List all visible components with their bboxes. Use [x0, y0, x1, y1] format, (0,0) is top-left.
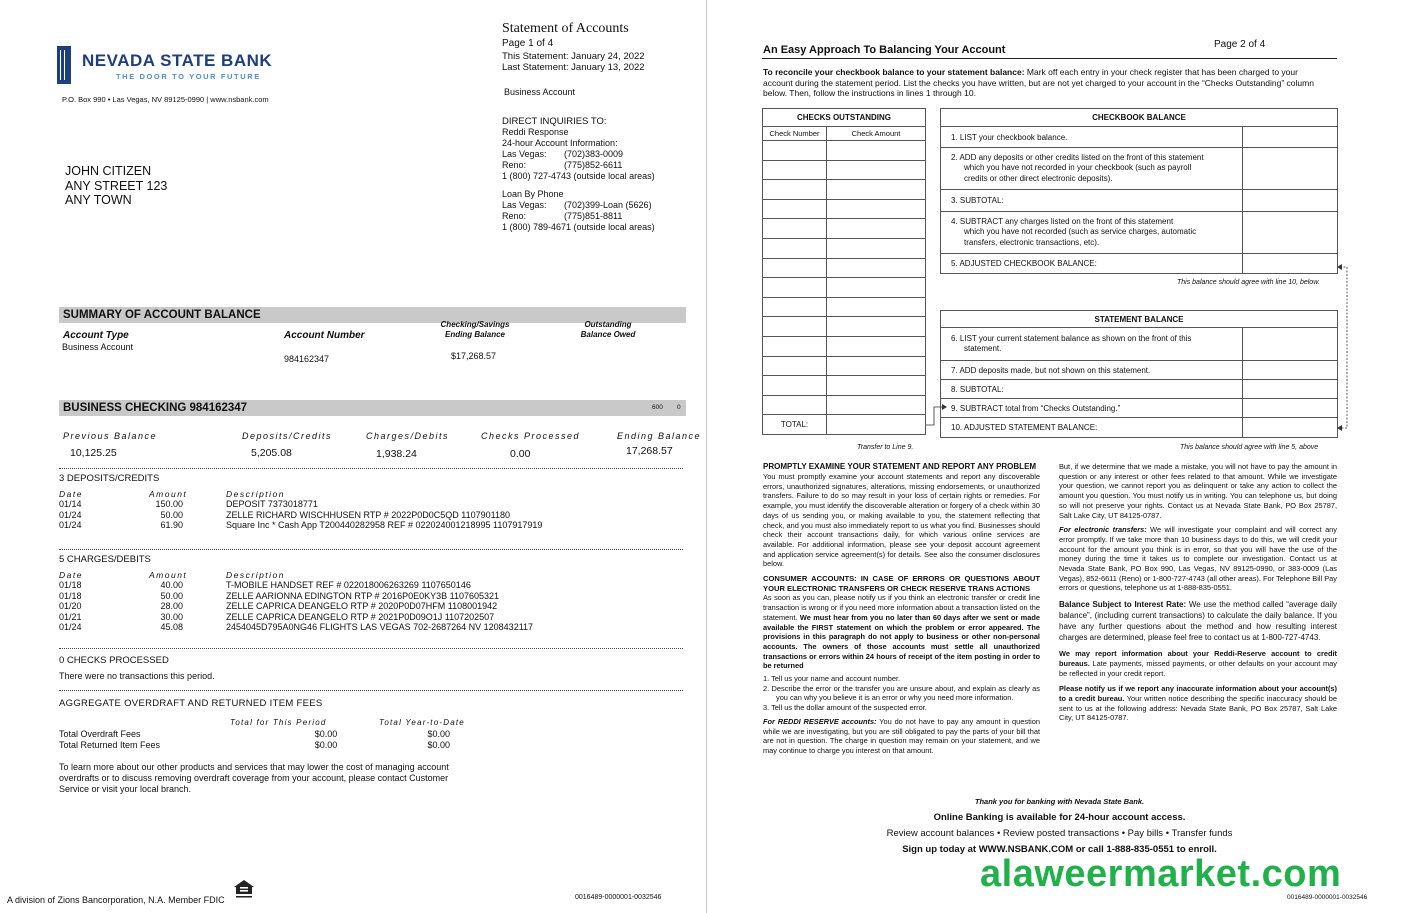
legal-right-column: But, if we determine that we made a mistake, you will not have to pay the amount in question or any interest or other fees related to that amount. While we investigate your question, we cannot report you as delinquent or take any action to collect the amount you question. You must notify us in writing. You can telephone us, but doing so will not preserve your rights. Contact us at Nevada State Bank, PO Box 25787, Salt Lake City, UT 84125-0787. For electronic transfers: We will investigate your complaint and will correct any error promptly. If we take more than 10 business days to do this, we will credit your account for the amount you think is in error, so that you will have the use of the money during the time it takes us to complete our investigation. Contact us at Nevada State Bank, PO Box 990, Las Vegas, NV 89125-0990, or 383-0009 (Las Vegas), 852-6611 (Reno) or 1-800-727-4743 (all other areas). For Telephone Bill Pay errors or questions, telephone us at 1-888-835-0551. Balance Subject to Interest Rate: We use the method called “average daily balance”, (including current transactions) to calculate the daily balance. If you have any further questions about the method and how resulting interest charges are determined, please feel free to contact us at 1-800-727-4743. We may report information about your Reddi-Reserve account to credit bureaus. Late payments, missed payments, or other defaults on your account may be reflected in your credit report. Please notify us if we report any inaccurate information about your account(s) to a credit bureau. Your written notice describing the specific inaccuracy should be sent to us at the following address: Nevada State Bank, PO Box 25787, Salt Lake City, UT 84125-0787. [1059, 462, 1338, 723]
divider [59, 549, 683, 550]
hdr-checks: Checks Processed [481, 431, 581, 441]
hdr-ending: Ending Balance [617, 431, 702, 441]
checks-outstanding-heading: CHECKS OUTSTANDING [763, 109, 926, 127]
direct-inquiries: DIRECT INQUIRIES TO: Reddi Response 24-hour Account Information: Las Vegas: (702)383-0009 Reno: (775)852-6611 1 (800) 727-4743 (outside local areas) Loan By Phone Las Vegas: (702)399-Loan (5626) Reno: (775)851-8811 1 (800) 789-4671 (outside local areas) [502, 116, 655, 232]
checkbook-amount-3[interactable] [1243, 190, 1338, 212]
charges-h-amount: Amount [149, 570, 188, 580]
divider [59, 690, 683, 691]
check-amount-cell[interactable] [827, 278, 926, 298]
check-amount-cell[interactable] [827, 297, 926, 317]
checkbook-note: This balance should agree with line 10, below. [1177, 279, 1320, 286]
check-amount-cell[interactable] [827, 199, 926, 219]
overdraft-table [59, 729, 459, 751]
charges-heading: 5 CHARGES/DEBITS [59, 554, 151, 565]
checkbook-amount-4[interactable] [1243, 212, 1338, 254]
equal-housing-icon [233, 879, 255, 901]
legal-left-column: PROMPTLY EXAMINE YOUR STATEMENT AND REPORT ANY PROBLEM You must promptly examine your account statements and report any discoverable errors, unauthorized signatures, alterations, missing endorsements, or unauthorized transfers. Failure to do so may result in your loss of certain rights or remedies. For example, you must identify the discoverable alteration or forgery of a check within 30 days of us sending you, or making available to you, the statement reflecting that check, and you must also immediately report to us what you find. Businesses should check their account transactions daily, for which various online services are available. For additional information, please see your deposit account agreement and application service agreement(s) for details. See also the consumer disclosures below. CONSUMER ACCOUNTS: IN CASE OF ERRORS OR QUESTIONS ABOUT YOUR ELECTRONIC TRANSFERS OR CHECK RESERVE TRANS ACTIONS As soon as you can, please notify us if you think an electronic transfer or credit line transaction is wrong or if you need more information about a transaction listed on the statement. We must hear from you no later than 60 days after we sent or made available the FIRST statement on which the problem or error appeared. The provisions in this paragraph do not apply to business or other non-personal accounts. The owners of those accounts must settle all unauthorized transactions or errors within 24 hours of receipt of the item posting in order to be returned 1. Tell us your name and account number. 2. Describe the error or the transfer you are unsure about, and explain as clearly as you can why you believe it is an error or why you need more information. 3. Tell us the dollar amount of the suspected error. For REDDI RESERVE accounts: You do not have to pay any amount in question while we are investigating, but you are still obligated to pay the parts of your bill that are not in question. The charge in question may remain on your statement, and we may continue to charge you interest on that amount. [763, 462, 1040, 755]
charges-list [59, 580, 533, 633]
val-deposits: 5,205.08 [251, 447, 292, 459]
summary-col-number: Account Number [284, 330, 365, 341]
footer-code-2: 0016489-0000001-0032546 [1287, 894, 1368, 901]
statement-heading: STATEMENT BALANCE [941, 311, 1338, 328]
statement-line-9: 9. SUBTRACT total from “Checks Outstanding.” [941, 399, 1243, 418]
bank-logo-icon [57, 46, 71, 84]
title-rule [762, 58, 1337, 59]
summary-heading: SUMMARY OF ACCOUNT BALANCE [59, 307, 686, 323]
summary-type-value: Business Account [62, 342, 134, 352]
hdr-deposits: Deposits/Credits [242, 431, 333, 441]
summary-col-ending: Checking/Savings Ending Balance [440, 320, 510, 339]
check-number-cell[interactable] [763, 317, 827, 337]
check-amount-cell[interactable] [827, 395, 926, 415]
table-row: 01/21 30.00 ZELLE CAPRICA DEANGELO RTP # 2021P0D09O1J 1107202507 [59, 611, 495, 622]
deposits-h-date: Date [59, 489, 83, 499]
check-number-cell[interactable] [763, 258, 827, 278]
checkbook-line-2: 2. ADD any deposits or other credits listed on the front of this statement which you have not recorded in your checkbook (such as payroll credits or other direct electronic deposits). [941, 148, 1243, 190]
checking-heading: BUSINESS CHECKING 984162347 600 0 [59, 400, 686, 416]
table-row: Total Returned Item Fees $0.00 $0.00 [59, 740, 450, 750]
total-amount-cell[interactable] [827, 415, 926, 435]
checks-heading: 0 CHECKS PROCESSED [59, 655, 169, 666]
table-row: 01/18 50.00 ZELLE AARIONNA EDINGTON RTP # 2016P0E0KY3B 1107605321 [59, 590, 499, 601]
check-number-cell[interactable] [763, 395, 827, 415]
statement-line-6: 6. LIST your current statement balance as shown on the front of this statement. [941, 328, 1243, 361]
overdraft-h-period: Total for This Period [230, 718, 327, 727]
check-number-cell[interactable] [763, 278, 827, 298]
checkbook-balance-table [940, 108, 1338, 274]
check-amount-cell[interactable] [827, 376, 926, 396]
page-number: Page 1 of 4 [502, 38, 554, 49]
charges-h-desc: Description [226, 570, 286, 580]
check-amount-cell[interactable] [827, 160, 926, 180]
check-number-cell[interactable] [763, 219, 827, 239]
val-previous-balance: 10,125.25 [70, 447, 117, 459]
bank-address: P.O. Box 990 • Las Vegas, NV 89125-0990 | www.nsbank.com [62, 95, 269, 104]
transfer-arrows [922, 255, 1352, 435]
checkbook-line-3: 3. SUBTOTAL: [941, 190, 1243, 212]
this-statement-date: This Statement: January 24, 2022 [502, 51, 645, 62]
check-amount-cell[interactable] [827, 141, 926, 161]
services-line: Review account balances • Review posted transactions • Pay bills • Transfer funds [886, 828, 1233, 839]
col-check-number: Check Number [763, 127, 827, 141]
watermark-text: alaweermarket.com [980, 853, 1342, 895]
check-amount-cell[interactable] [827, 219, 926, 239]
last-statement-date: Last Statement: January 13, 2022 [502, 62, 645, 73]
account-type-label: Business Account [504, 87, 576, 97]
val-charges: 1,938.24 [376, 448, 417, 460]
arrow-line-9 [926, 407, 942, 425]
check-number-cell[interactable] [763, 199, 827, 219]
overdraft-heading: AGGREGATE OVERDRAFT AND RETURNED ITEM FEES [59, 698, 323, 709]
footer-code: 0016489-0000001-0032546 [575, 894, 662, 901]
deposits-h-amount: Amount [149, 489, 188, 499]
arrow-head-5 [1337, 264, 1342, 270]
table-row: Total Overdraft Fees $0.00 $0.00 [59, 729, 450, 739]
col-check-amount: Check Amount [827, 127, 926, 141]
check-number-cell[interactable] [763, 141, 827, 161]
bank-tagline: THE DOOR TO YOUR FUTURE [116, 72, 261, 81]
val-ending: 17,268.57 [626, 445, 673, 457]
balancing-intro: To reconcile your checkbook balance to your statement balance: Mark off each entry in your check register that has been charged to your account during the statement period. List the checks you have written, but are not yet charged to your account in the “Checks Outstanding” column below. Then, follow the instructions in lines 1 through 10. [763, 67, 1314, 98]
arrow-head-9 [942, 404, 947, 410]
check-amount-cell[interactable] [827, 336, 926, 356]
check-number-cell[interactable] [763, 180, 827, 200]
signup-line: Sign up today at WWW.NSBANK.COM or call 1-888-835-0551 to enroll. [902, 844, 1217, 855]
check-number-cell[interactable] [763, 297, 827, 317]
statement-line-10: 10. ADJUSTED STATEMENT BALANCE: [941, 418, 1243, 438]
hdr-charges: Charges/Debits [366, 431, 450, 441]
check-number-cell[interactable] [763, 336, 827, 356]
deposits-list [59, 499, 542, 531]
checkbook-line-1: 1. LIST your checkbook balance. [941, 127, 1243, 148]
hdr-previous-balance: Previous Balance [63, 431, 158, 441]
table-row: 01/14 150.00 DEPOSIT 7373018771 [59, 499, 318, 509]
table-row: 01/20 28.00 ZELLE CAPRICA DEANGELO RTP # 2020P0D07HFM 1108001942 [59, 601, 498, 611]
statement-line-7: 7. ADD deposits made, but not shown on this statement. [941, 361, 1243, 380]
val-checks: 0.00 [510, 448, 531, 460]
customer-address: JOHN CITIZEN ANY STREET 123 ANY TOWN [65, 164, 168, 207]
table-row: 01/18 40.00 T-MOBILE HANDSET REF # 022018006263269 1107650146 [59, 580, 471, 590]
checks-note: There were no transactions this period. [59, 671, 215, 681]
check-amount-cell[interactable] [827, 258, 926, 278]
check-number-cell[interactable] [763, 376, 827, 396]
balancing-title: An Easy Approach To Balancing Your Account [763, 44, 1006, 56]
bank-name: NEVADA STATE BANK [82, 51, 273, 70]
summary-ending-value: $17,268.57 [451, 351, 497, 361]
divider [59, 468, 683, 469]
summary-col-outstanding: Outstanding Balance Owed [580, 320, 636, 339]
thanks-line: Thank you for banking with Nevada State Bank. [974, 797, 1145, 806]
page-number: Page 2 of 4 [1214, 39, 1266, 50]
overdraft-h-ytd: Total Year-to-Date [379, 718, 465, 727]
check-number-cell[interactable] [763, 160, 827, 180]
online-banking-line: Online Banking is available for 24-hour account access. [933, 812, 1186, 823]
checkbook-heading: CHECKBOOK BALANCE [941, 109, 1338, 127]
table-row: 01/24 61.90 Square Inc * Cash App T200440282958 REF # 022024001218995 1107917919 [59, 520, 543, 530]
arrow-line-5-10 [1340, 267, 1347, 428]
checkbook-line-5: 5. ADJUSTED CHECKBOOK BALANCE: [941, 254, 1243, 274]
deposits-heading: 3 DEPOSITS/CREDITS [59, 473, 160, 484]
divider [59, 648, 683, 649]
check-amount-cell[interactable] [827, 180, 926, 200]
summary-number-value: 984162347 [284, 354, 330, 364]
statement-page-1 [0, 0, 705, 913]
table-row: 01/24 50.00 ZELLE RICHARD WISCHHUSEN RTP # 2022P0D0C5QD 1107901180 [59, 509, 510, 520]
statement-line-8: 8. SUBTOTAL: [941, 380, 1243, 399]
checkbook-amount-2[interactable] [1243, 148, 1338, 190]
check-amount-cell[interactable] [827, 317, 926, 337]
checks-outstanding-table [762, 108, 926, 435]
arrow-head-10 [1337, 425, 1342, 431]
charges-h-date: Date [59, 570, 83, 580]
info-paragraph: To learn more about our other products and services that may lower the cost of managing account overdrafts or to discuss removing overdraft coverage from your account, please contact Customer Service or visit your local branch. [59, 762, 449, 794]
transfer-note: Transfer to Line 9. [857, 444, 914, 451]
footer-division: A division of Zions Bancorporation, N.A. Member FDIC [7, 895, 225, 905]
summary-col-type: Account Type [63, 330, 129, 341]
check-amount-cell[interactable] [827, 356, 926, 376]
total-label: TOTAL: [763, 415, 827, 435]
statement-title: Statement of Accounts [502, 21, 629, 36]
checkbook-amount-1[interactable] [1243, 127, 1338, 148]
statement-note: This balance should agree with line 5, above [1180, 444, 1319, 451]
deposits-h-desc: Description [226, 489, 286, 499]
table-row: 01/24 45.08 2454045D795A0NG46 FLIGHTS LAS VEGAS 702-2687264 NV 1208432117 [59, 622, 534, 632]
statement-page-2 [706, 0, 1411, 913]
checkbook-line-4: 4. SUBTRACT any charges listed on the front of this statement which you have not recorded (such as service charges, automatic transfers, electronic transactions, etc). [941, 212, 1243, 254]
check-number-cell[interactable] [763, 238, 827, 258]
check-number-cell[interactable] [763, 356, 827, 376]
check-amount-cell[interactable] [827, 238, 926, 258]
